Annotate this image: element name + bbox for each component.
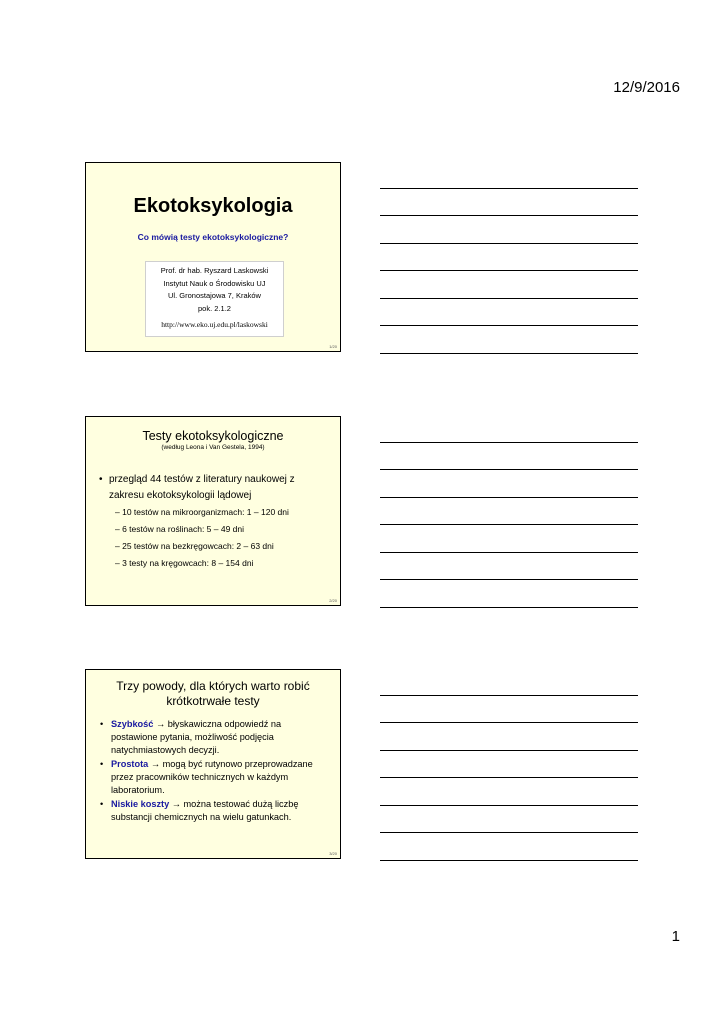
note-line: [380, 832, 638, 833]
slide-number: 3/20: [329, 851, 337, 856]
note-line: [380, 860, 638, 861]
note-line: [380, 298, 638, 299]
contact-line: Prof. dr hab. Ryszard Laskowski: [160, 266, 269, 275]
arrow-icon: →: [171, 799, 181, 809]
sub-bullet-item: – 25 testów na bezkręgowcach: 2 – 63 dni: [115, 541, 274, 551]
note-line: [380, 524, 638, 525]
slide-title: Testy ekotoksykologiczne: [142, 429, 284, 443]
slide-number: 2/20: [329, 598, 337, 603]
note-line: [380, 442, 638, 443]
bullet-text: błyskawiczna odpowiedź na postawione pytania, możliwość podjęcia natychmiastowych decyzji.: [111, 719, 282, 755]
note-line: [380, 777, 638, 778]
arrow-icon: →: [155, 719, 166, 729]
print-date: 12/9/2016: [613, 79, 680, 96]
sub-bullet-item: – 6 testów na roślinach: 5 – 49 dni: [115, 524, 244, 534]
note-line: [380, 215, 638, 216]
bullet-text: mogą być rutynowo przeprowadzane przez pracowników technicznych w każdym laboratorium.: [111, 759, 313, 795]
bullet-keyword: Prostota: [111, 759, 149, 769]
note-line: [380, 270, 638, 271]
slide-content: [100, 718, 330, 825]
sub-bullet-item: – 3 testy na kręgowcach: 8 – 154 dni: [115, 558, 254, 568]
note-line: [380, 695, 638, 696]
slide-subtitle: (według Leona i Van Gestela, 1994): [161, 444, 265, 451]
contact-url: http://www.eko.uj.edu.pl/laskowski: [161, 320, 268, 329]
bullet-item: • przegląd 44 testów z literatury naukowej z zakresu ekotoksykologii lądowej: [98, 472, 330, 504]
note-line: [380, 722, 638, 723]
note-line: [380, 325, 638, 326]
contact-box: [145, 261, 284, 337]
note-line: [380, 607, 638, 608]
contact-line: pok. 2.1.2: [198, 303, 231, 313]
contact-line: Ul. Gronostajowa 7, Kraków: [168, 291, 261, 300]
bullet-item: [100, 758, 330, 797]
contact-line: Instytut Nauk o Środowisku UJ: [163, 278, 266, 288]
bullet-item: [100, 798, 330, 824]
arrow-icon: →: [150, 759, 161, 769]
slide-title: Ekotoksykologia: [133, 195, 293, 217]
bullet-text: można testować dużą liczbę substancji chemicznych na wielu gatunkach.: [111, 799, 299, 822]
note-line: [380, 469, 638, 470]
slide-content: [98, 472, 330, 572]
slide-title: Trzy powody, dla których warto robić krótkotrwałe testy: [116, 679, 310, 708]
bullet-keyword: Szybkość: [111, 719, 154, 729]
note-line: [380, 497, 638, 498]
bullet-item: [100, 718, 330, 757]
bullet-keyword: Niskie koszty: [111, 799, 170, 809]
note-line: [380, 805, 638, 806]
slide-1: [85, 162, 341, 352]
note-line: [380, 353, 638, 354]
slide-number: 1/20: [329, 344, 337, 349]
slide-subtitle: Co mówią testy ekotoksykologiczne?: [137, 232, 289, 242]
note-line: [380, 579, 638, 580]
note-line: [380, 243, 638, 244]
slide-3: [85, 669, 341, 859]
page-number: 1: [671, 928, 680, 945]
slide-2: [85, 416, 341, 606]
note-line: [380, 188, 638, 189]
note-line: [380, 750, 638, 751]
note-line: [380, 552, 638, 553]
sub-bullet-item: – 10 testów na mikroorganizmach: 1 – 120 dni: [115, 507, 289, 517]
